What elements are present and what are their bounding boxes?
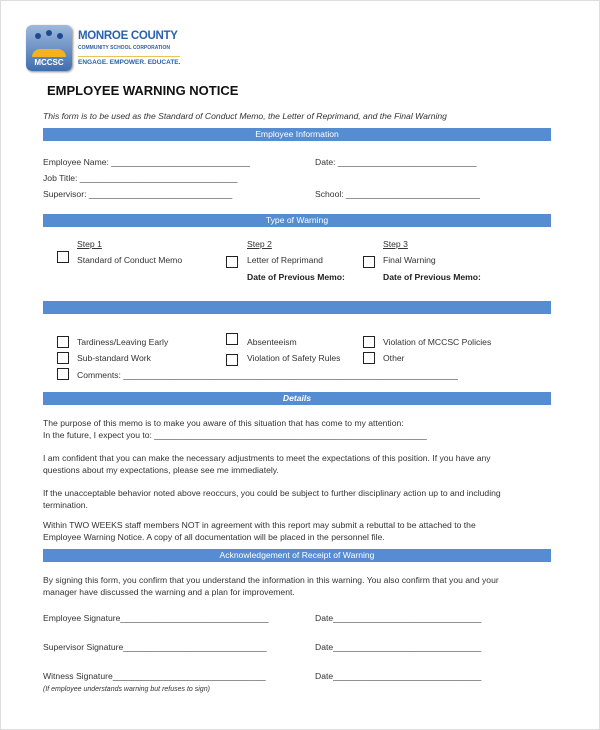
details-expectation-field[interactable]: In the future, I expect you to: _________________________________________________________	[43, 430, 427, 440]
org-tagline: ENGAGE. EMPOWER. EDUCATE.	[78, 56, 180, 66]
acknowledgement-text: By signing this form, you confirm that you understand the information in this warning. You also confirm that you and your	[43, 575, 499, 585]
section-divider-bar	[43, 301, 551, 314]
letter-of-reprimand-label: Letter of Reprimand	[247, 255, 323, 265]
policy-violation-label: Violation of MCCSC Policies	[383, 337, 492, 347]
supervisor-signature-field[interactable]: Supervisor Signature______________________________	[43, 642, 267, 652]
final-warning-label: Final Warning	[383, 255, 436, 265]
acknowledgement-text-2: manager have discussed the warning and a plan for improvement.	[43, 587, 295, 597]
org-name: MONROE COUNTY	[78, 30, 178, 42]
supervisor-signature-date-field[interactable]: Date_______________________________	[315, 642, 482, 652]
details-rebuttal-text: Within TWO WEEKS staff members NOT in agreement with this report may submit a rebuttal to be attached to the	[43, 520, 476, 530]
step2-previous-memo-date: Date of Previous Memo:	[247, 272, 345, 282]
employee-name-field[interactable]: Employee Name: _____________________________	[43, 157, 250, 167]
comments-checkbox[interactable]	[57, 368, 69, 380]
details-confidence-text-2: questions about my expectations, please see me immediately.	[43, 465, 279, 475]
policy-violation-checkbox[interactable]	[363, 336, 375, 348]
final-warning-checkbox[interactable]	[363, 256, 375, 268]
details-purpose-text: The purpose of this memo is to make you aware of this situation that has come to my attention:	[43, 418, 404, 428]
page-title: EMPLOYEE WARNING NOTICE	[47, 83, 239, 98]
tardiness-checkbox[interactable]	[57, 336, 69, 348]
safety-rules-checkbox[interactable]	[226, 354, 238, 366]
employee-signature-field[interactable]: Employee Signature_______________________________	[43, 613, 269, 623]
step3-label: Step 3	[383, 239, 408, 249]
standard-of-conduct-label: Standard of Conduct Memo	[77, 255, 183, 265]
absenteeism-label: Absenteeism	[247, 337, 297, 347]
step3-previous-memo-date: Date of Previous Memo:	[383, 272, 481, 282]
letter-of-reprimand-checkbox[interactable]	[226, 256, 238, 268]
comments-field[interactable]: Comments: ______________________________________________________________________	[77, 370, 458, 380]
intro-text: This form is to be used as the Standard of Conduct Memo, the Letter of Reprimand, and the Final Warning	[43, 111, 447, 121]
section-acknowledgement: Acknowledgement of Receipt of Warning	[43, 549, 551, 562]
org-subtitle: COMMUNITY SCHOOL CORPORATION	[78, 45, 170, 51]
job-title-field[interactable]: Job Title: _________________________________	[43, 173, 238, 183]
substandard-work-checkbox[interactable]	[57, 352, 69, 364]
other-label: Other	[383, 353, 405, 363]
section-employee-information: Employee Information	[43, 128, 551, 141]
witness-footnote: (If employee understands warning but refuses to sign)	[43, 686, 210, 693]
date-field[interactable]: Date: _____________________________	[315, 157, 477, 167]
section-type-of-warning: Type of Warning	[43, 214, 551, 227]
step1-label: Step 1	[77, 239, 102, 249]
details-consequence-text-2: termination.	[43, 500, 88, 510]
supervisor-field[interactable]: Supervisor: ______________________________	[43, 189, 233, 199]
school-field[interactable]: School: ____________________________	[315, 189, 480, 199]
mccsc-logo: MCCSC	[26, 25, 72, 71]
step2-label: Step 2	[247, 239, 272, 249]
employee-signature-date-field[interactable]: Date_______________________________	[315, 613, 482, 623]
details-rebuttal-text-2: Employee Warning Notice. A copy of all documentation will be placed in the personnel file.	[43, 532, 385, 542]
details-consequence-text: If the unacceptable behavior noted above reoccurs, you could be subject to further disciplinary action up to and including	[43, 488, 501, 498]
section-details: Details	[43, 392, 551, 405]
witness-signature-field[interactable]: Witness Signature________________________________	[43, 671, 266, 681]
substandard-work-label: Sub-standard Work	[77, 353, 151, 363]
tardiness-label: Tardiness/Leaving Early	[77, 337, 169, 347]
details-confidence-text: I am confident that you can make the necessary adjustments to meet the expectations of this position. If you have any	[43, 453, 491, 463]
safety-rules-label: Violation of Safety Rules	[247, 353, 341, 363]
standard-of-conduct-checkbox[interactable]	[57, 251, 69, 263]
other-checkbox[interactable]	[363, 352, 375, 364]
witness-signature-date-field[interactable]: Date_______________________________	[315, 671, 482, 681]
absenteeism-checkbox[interactable]	[226, 333, 238, 345]
